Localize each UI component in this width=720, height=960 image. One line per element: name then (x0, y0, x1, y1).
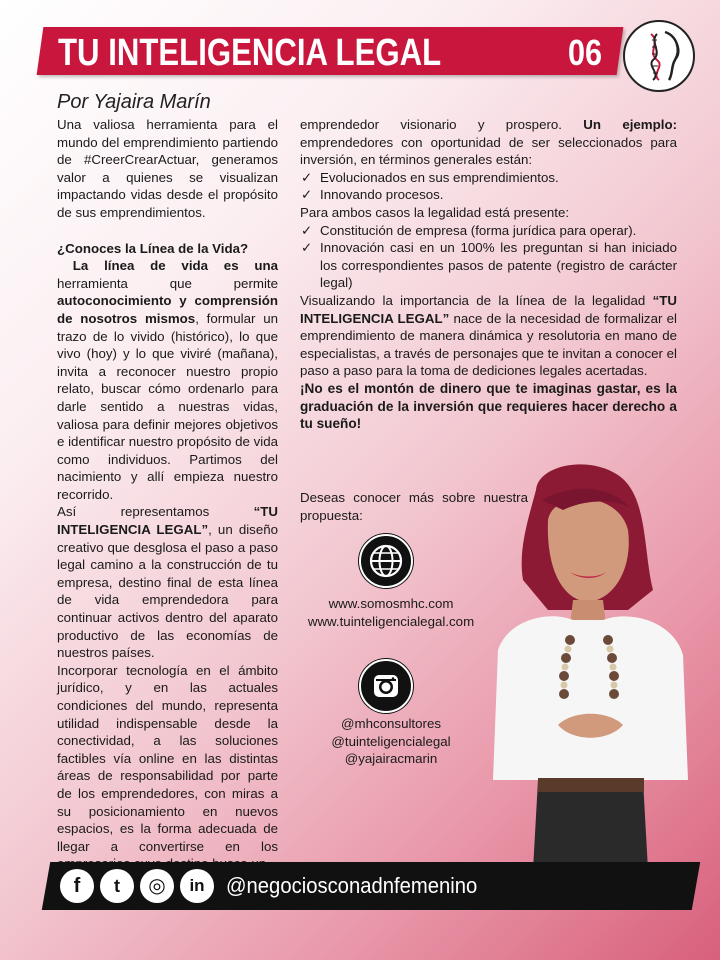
linkedin-icon[interactable]: in (180, 869, 214, 903)
closing-statement: ¡No es el montón de dinero que te imaginas gastar, es la graduación de la inversión que requieres hacer derecho a tu sueño! (300, 380, 677, 432)
importance-brand: “TU INTELIGENCIA LEGAL” (300, 292, 677, 326)
social-handles (296, 715, 486, 768)
intro-paragraph: Una valiosa herramienta para el mundo del emprendimiento partiendo de #CreerCrearActuar, generamos valor a quienes se visualizan impactando vidas desde el propósito de sus emprendimientos. (57, 117, 278, 220)
author-portrait (478, 460, 693, 870)
social-handle[interactable]: @tuinteligencialegal (331, 733, 451, 749)
website-link[interactable]: www.somosmhc.com (328, 596, 454, 611)
page-title: TU INTELIGENCIA LEGAL (58, 32, 442, 74)
article-column-left (57, 116, 278, 873)
lifeline-lead: La línea de vida es una (72, 258, 278, 274)
instagram-icon (359, 659, 413, 713)
technology-paragraph: Incorporar tecnología en el ámbito jurídico, y en las actuales condiciones del mundo, representa utilidad indispensable desde la conectividad, a las soluciones factibles vía online en las distintas áreas de responsabilidad por parte de los emprendedores, con miras a su posicionamiento en nuevos espacios, es la forma adecuada de llegar a convertirse en los (57, 662, 278, 854)
example-lead: Un ejemplo: (583, 117, 677, 132)
representation-brand: “TU INTELIGENCIA LEGAL” (57, 504, 278, 538)
importance-text-b: nace de la necesidad de formalizar el emprendimiento de manera dinámica y resolutoria en mano de especialistas, a través de personajes que te invitan a conocer el paso a paso para la toma de dediciones legales acertadas. (300, 310, 677, 379)
importance-paragraph (300, 292, 677, 380)
check-item: ✓ Evolucionados en sus emprendimientos. (300, 169, 677, 187)
dna-logo-icon (623, 20, 695, 92)
lifeline-emphasis: autoconocimiento y comprensión de nosotros mismos (57, 293, 278, 326)
example-paragraph (300, 116, 677, 169)
representation-text-b: , un diseño creativo que desglosa el paso a paso legal camino a la construcción de tu empresa, destino final de esta línea de vida emprendedora para continuar activos dentro del aparato productivo de las economías de nuestros países. (57, 522, 278, 661)
page-number: 06 (568, 32, 603, 73)
twitter-icon[interactable]: t (100, 869, 134, 903)
contact-prompt: Deseas conocer más sobre nuestra propuesta: (300, 490, 528, 523)
lifeline-text-a: herramienta que permite (57, 275, 278, 291)
social-handle[interactable]: @yajairacmarin (344, 751, 438, 766)
legality-paragraph: Para ambos casos la legalidad está presente: (300, 204, 570, 220)
example-text-b: emprendedores con oportunidad de ser seleccionados para inversión, en términos generales están: (300, 134, 677, 168)
section-question: ¿Conoces la Línea de la Vida? (57, 240, 249, 256)
footer-handle[interactable]: @negociosconadnfemenino (226, 873, 478, 898)
check-item: ✓ Innovando procesos. (300, 186, 677, 204)
globe-icon (359, 534, 413, 588)
instagram-icon[interactable]: ◎ (140, 869, 174, 903)
article-column-right (300, 116, 677, 433)
facebook-icon[interactable]: f (60, 869, 94, 903)
author-byline: Por Yajaira Marín (57, 91, 211, 113)
website-links (296, 595, 486, 630)
example-text-a: emprendedor visionario y prospero. (300, 117, 584, 132)
website-link[interactable]: www.tuinteligencialegal.com (307, 613, 475, 629)
representation-paragraph (57, 503, 278, 661)
importance-text-a: Visualizando la importancia de la línea de la legalidad (300, 292, 653, 308)
check-item: ✓ Constitución de empresa (forma jurídica para operar). (300, 222, 677, 240)
lifeline-paragraph (57, 257, 278, 503)
representation-text-a: Así representamos (57, 504, 254, 520)
social-handle[interactable]: @mhconsultores (341, 716, 441, 731)
lifeline-text-b: , formular un trazo de lo vivido (histórico), lo que vivo (hoy) y lo que viviré (mañana), invita a reconocer nuestro propio relato, buscar cómo ordenarlo para darle sentido a nuestras vidas, valiosa para definir mejores objetivos e identificar nuestro propósito de vida como individuos. Partimos del nacimiento y allí empieza nuestro recorrido. (57, 310, 279, 502)
check-item: ✓ Innovación casi en un 100% les preguntan si han iniciado los correspondientes pasos de patente (registro de carácter legal) (300, 239, 677, 292)
